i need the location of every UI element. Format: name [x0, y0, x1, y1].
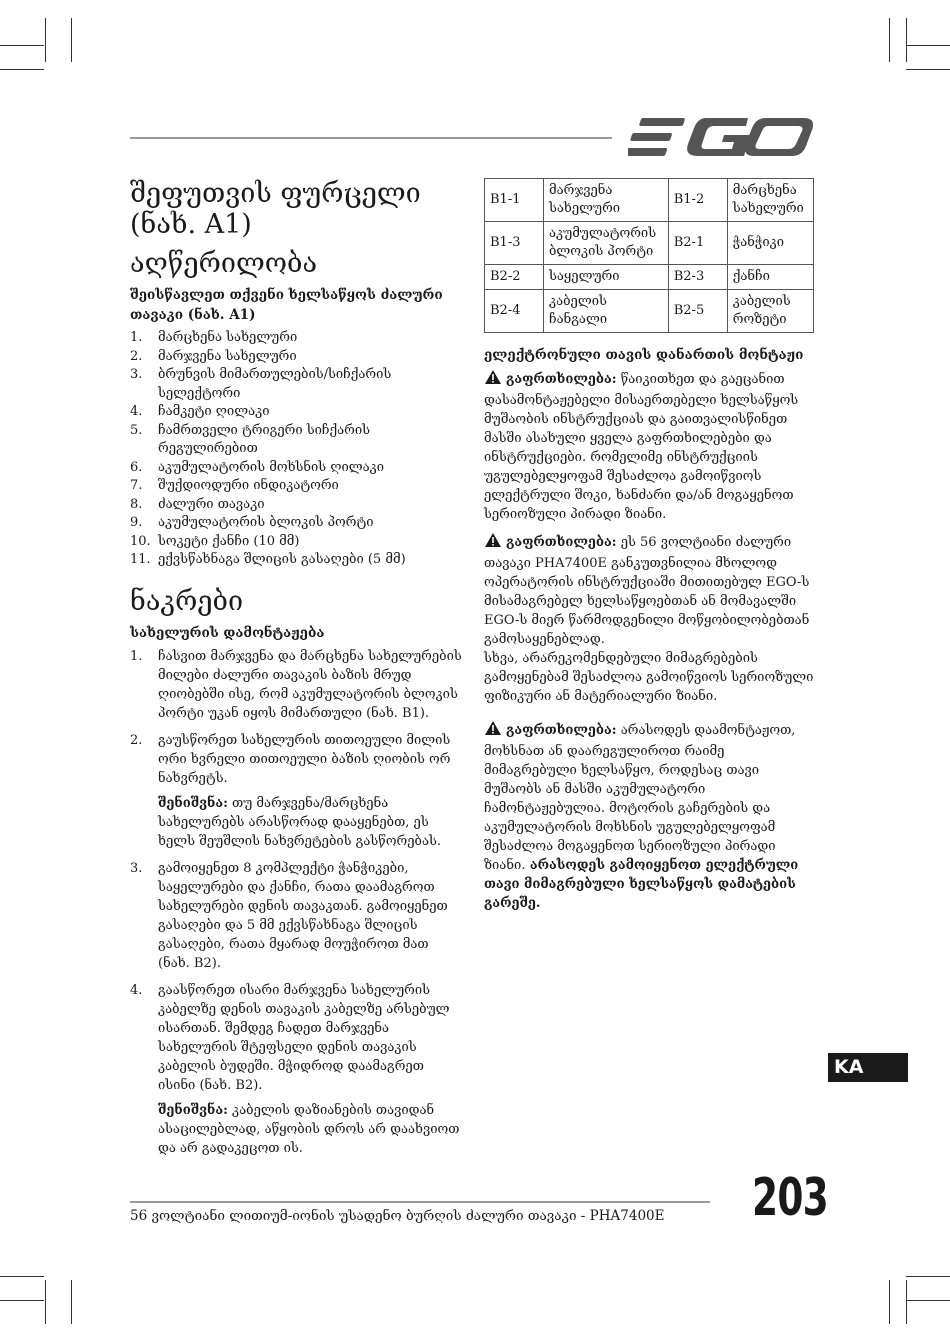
list-item: 8. ძალური თავაკი: [130, 496, 265, 512]
warning-1: გაფრთხილება: წაიკითხეთ და გაეცანით დასამონტაჟებელი მისაერთებელი ხელსაწყოს მუშაობის ინსტრუქციას და გაითვალისწინეთ მასში ასახული ყველა გაფრთხილებები და ინსტრუქციები. რომელიმე ინსტრუქციის უგულებელყოფამ შესაძლოა გამოიწვიოს ელექტრული შოკი, ხანძარი და/ან მოგაყენოთ სერიოზული პირადი ზიანი.: [484, 369, 814, 524]
ego-logo: [628, 116, 814, 162]
list-item: 4. გაასწორეთ ისარი მარჯვენა სახელურის კაბელზე დენის თავაკის კაბელზე არსებულ ისართან. შემდეგ ჩადეთ მარჯვენა სახელურის შტეფსელი დენის თავაკის კაბელის ბუდეში. მჭიდროდ დაამაგრეთ ისინი (ნახ. B2). შენიშვნა: კაბელის დაზიანების თავიდან ასაცილებლად, აწყობის დროს არ დაახვიოთ და არ გადაკეცოთ ის.: [130, 981, 462, 1158]
list-item: 3. ბრუნვის მიმართულების/სიჩქარის სელექტორი: [130, 367, 392, 401]
left-column: [130, 178, 462, 1166]
warning-icon: [484, 532, 502, 554]
crop-mark: [889, 1280, 890, 1324]
warning-2: გაფრთხილება: ეს 56 ვოლტიანი ძალური თავაკი PHA7400E განკუთვნილია მხოლოდ ოპერატორის ინსტრუქციაში მითითებულ EGO-ს მისამაგრებელ ხელსაწყოებთან ან მომავალში EGO-ს მიერ წარმოდგენილი მოწყობილობებთან გამოსაყენებლად. სხვა, არარეკომენდებული მიმაგრებების გამოყენებამ შესაძლოა გამოიწვიოს სერიოზული ფიზიკური ან მატერიალური ზიანი.: [484, 532, 814, 706]
assembly-heading: ნაკრები: [130, 585, 244, 617]
list-item: 2. მარჯვენა სახელური: [130, 348, 297, 364]
list-item: 5. ჩამრთველი ტრიგერი სიჩქარის რეგულირებით: [130, 422, 371, 456]
table-row: B2-2 საყელური B2-3 ქანჩი: [485, 265, 814, 290]
crop-mark: [45, 1280, 46, 1324]
table-row: B2-4 კაბელის ჩანგალი B2-5 კაბელის როზეტი: [485, 290, 814, 333]
page-number: 203: [752, 1168, 828, 1228]
parts-list: [130, 329, 462, 570]
list-item: 11. ექვსწახნაგა შლიცის გასაღები (5 მმ): [130, 552, 406, 567]
crop-mark: [906, 18, 907, 62]
crop-mark: [71, 1280, 72, 1324]
list-item: 2. გაუსწორეთ სახელურის თითოეული მილის ორი ხვრელი თითოეული ბაზის ღიობის ორ ნახვრეტს. შენიშვნა: თუ მარჯვენა/მარცხენა სახელურებს არასწორად დააყენებთ, ეს ხელს შეუშლის ნახვრეტების გასწორებას.: [130, 731, 462, 851]
crop-mark: [889, 18, 890, 62]
description-subheading: შეისწავლეთ თქვენი ხელსაწყოს ძალური თავაკი (ნახ. A1): [130, 287, 443, 323]
right-column: [484, 178, 814, 921]
list-item: 3. გამოიყენეთ 8 კომპლექტი ჭანჭიკები, საყელურები და ქანჩი, რათა დაამაგროთ სახელურები დენის თავაკთან. გამოიყენეთ გასაღები და 5 მმ ექვსწახნაგა შლიცის გასაღები, რათა მყარად მოუჭიროთ მათ (ნახ. B2).: [130, 860, 448, 971]
list-item: 6. აკუმულატორის მოხსნის ღილაკი: [130, 459, 385, 475]
assembly-steps: [130, 647, 462, 1158]
warning-icon: [484, 369, 502, 391]
list-item: 4. ჩამკეტი ღილაკი: [130, 404, 270, 419]
crop-mark: [906, 69, 950, 70]
list-item: 1. ჩასვით მარჯვენა და მარცხენა სახელურების მილები ძალური თავაკის ბაზის მრუდ ღიობებში ისე, რომ აკუმულატორის ბლოკის პორტი უკან იყოს მიმართული (ნახ. B1).: [130, 648, 462, 721]
note: შენიშვნა: თუ მარჯვენა/მარცხენა სახელურებს არასწორად დააყენებთ, ეს ხელს შეუშლის ნახვრეტების გასწორებას.: [158, 795, 442, 849]
crop-mark: [0, 1276, 44, 1277]
assembly-subheading: სახელურის დამონტაჟება: [130, 624, 325, 641]
footer-text: 56 ვოლტიანი ლითიუმ-იონის უსადენო ბურღის ძალური თავაკი - PHA7400E: [130, 1208, 665, 1224]
note: შენიშვნა: კაბელის დაზიანების თავიდან ასაცილებლად, აწყობის დროს არ დაახვიოთ და არ გადაკეცოთ ის.: [158, 1102, 460, 1156]
list-item: 9. აკუმულატორის ბლოკის პორტი: [130, 515, 374, 530]
crop-mark: [71, 18, 72, 62]
crop-mark: [0, 1300, 44, 1301]
crop-mark: [45, 18, 46, 62]
crop-mark: [906, 1276, 950, 1277]
crop-mark: [906, 1280, 907, 1324]
warning-icon: [484, 720, 502, 742]
parts-table: [484, 178, 814, 333]
header-rule: [130, 137, 612, 139]
crop-mark: [906, 45, 950, 46]
mounting-heading: ელექტრონული თავის დანართის მონტაჟი: [484, 347, 804, 363]
list-item: 7. შუქდიოდური ინდიკატორი: [130, 478, 339, 493]
crop-mark: [0, 69, 44, 70]
table-row: B1-1 მარჯვენა სახელური B1-2 მარცხენა სახელური: [485, 179, 814, 222]
footer-rule: [130, 1201, 710, 1203]
description-heading: აღწერილობა: [130, 248, 318, 279]
warning-3: გაფრთხილება: არასოდეს დაამონტაჟოთ, მოხსნათ ან დაარეგულიროთ რაიმე მიმაგრებული ხელსაწყო, როდესაც თავი მუშაობს ან მასში აკუმულატორი ჩამონტაჟებულია. მოტორის გაჩერების და აკუმულატორის მოხსნის უგულებელყოფამ შესაძლოა მოგაყენოთ სერიოზული პირადი ზიანი. არასოდეს გამოიყენოთ ელექტრული თავი მიმაგრებული ხელსაწყოს დამატების გარეშე.: [484, 720, 814, 913]
list-item: 1. მარცხენა სახელური: [130, 330, 298, 345]
crop-mark: [906, 1300, 950, 1301]
table-row: B1-3 აკუმულატორის ბლოკის პორტი B2-1 ჭანჭიკი: [485, 222, 814, 265]
packing-list-title: შეფუთვის ფურცელი (ნახ. A1): [130, 178, 421, 240]
list-item: 10. სოკეტი ქანჩი (10 მმ): [130, 533, 300, 549]
language-tab: KA: [828, 1053, 908, 1082]
crop-mark: [0, 45, 44, 46]
